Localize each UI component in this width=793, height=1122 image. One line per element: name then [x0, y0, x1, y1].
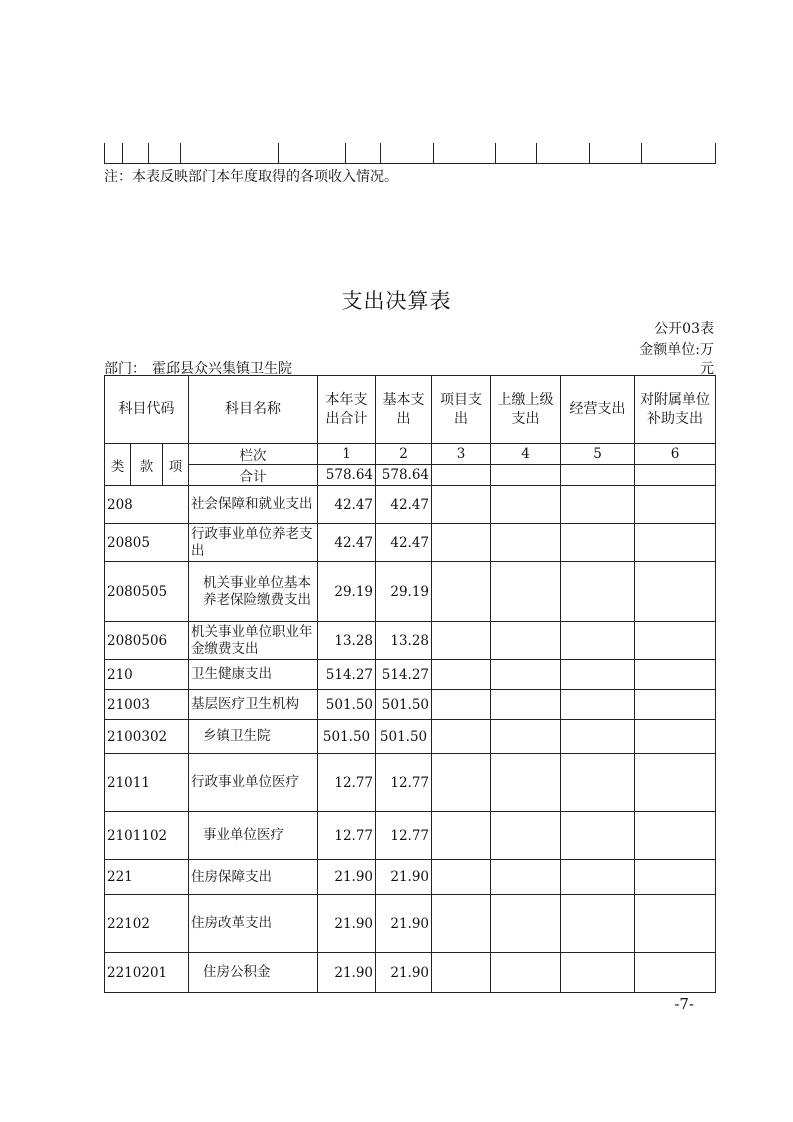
- header-xiang: 项: [163, 444, 189, 486]
- header-col3: 项目支出: [432, 376, 491, 444]
- table-row: [105, 895, 716, 953]
- header-col4: 上缴上级支出: [491, 376, 561, 444]
- row-total: 501.50: [318, 720, 376, 754]
- col-num-4: 4: [491, 444, 561, 465]
- row-basic: 21.90: [376, 895, 432, 953]
- table-row: [105, 524, 716, 562]
- row-code: 22102: [105, 895, 189, 953]
- row-code: 2080505: [105, 562, 189, 622]
- row-total: 12.77: [318, 754, 376, 812]
- total-label: 合计: [189, 465, 318, 486]
- row-code: 2100302: [105, 720, 189, 754]
- col-num-6: 6: [635, 444, 716, 465]
- department-label: 部门：: [104, 361, 146, 377]
- header-col6: 对附属单位补助支出: [635, 376, 716, 444]
- row-basic: 12.77: [376, 812, 432, 860]
- unit-label: 金额单位:万: [639, 342, 714, 358]
- table-row: [105, 860, 716, 895]
- header-subject-name: 科目名称: [189, 376, 318, 444]
- row-name: 乡镇卫生院: [189, 720, 318, 754]
- header-col5: 经营支出: [561, 376, 635, 444]
- row-basic: 514.27: [376, 660, 432, 690]
- unit-label-tail: 元: [700, 361, 714, 377]
- row-code: 208: [105, 486, 189, 524]
- row-total: 12.77: [318, 812, 376, 860]
- row-name: 社会保障和就业支出: [189, 486, 318, 524]
- row-basic: 29.19: [376, 562, 432, 622]
- row-total: 21.90: [318, 860, 376, 895]
- row-code: 21003: [105, 690, 189, 720]
- row-total: 42.47: [318, 486, 376, 524]
- row-total: 13.28: [318, 622, 376, 660]
- row-total: 514.27: [318, 660, 376, 690]
- row-total: 29.19: [318, 562, 376, 622]
- row-basic: 21.90: [376, 860, 432, 895]
- table-row: [105, 953, 716, 993]
- row-name: 机关事业单位基本养老保险缴费支出: [189, 562, 318, 622]
- table-row: [105, 690, 716, 720]
- previous-table-bottom: [104, 143, 716, 164]
- row-code: 21011: [105, 754, 189, 812]
- table-row: [105, 562, 716, 622]
- department-name: 霍邱县众兴集镇卫生院: [152, 361, 292, 377]
- column-number-row: [105, 444, 716, 465]
- table-row: [105, 812, 716, 860]
- table-row: [105, 486, 716, 524]
- row-basic: 501.50: [376, 690, 432, 720]
- header-row: [105, 376, 716, 444]
- header-kuan: 款: [131, 444, 163, 486]
- header-lanci: 栏次: [189, 444, 318, 465]
- row-name: 机关事业单位职业年金缴费支出: [189, 622, 318, 660]
- row-name: 卫生健康支出: [189, 660, 318, 690]
- form-code: 公开03表: [654, 321, 714, 337]
- row-basic: 12.77: [376, 754, 432, 812]
- row-name: 基层医疗卫生机构: [189, 690, 318, 720]
- table-row: [105, 754, 716, 812]
- previous-table-note: 注：本表反映部门本年度取得的各项收入情况。: [104, 169, 398, 185]
- row-total: 21.90: [318, 895, 376, 953]
- header-col1: 本年支出合计: [318, 376, 376, 444]
- row-name: 住房改革支出: [189, 895, 318, 953]
- row-name: 行政事业单位养老支出: [189, 524, 318, 562]
- table-row: [105, 622, 716, 660]
- page-title: 支出决算表: [341, 289, 452, 313]
- table-row: [105, 660, 716, 690]
- header-subject-code: 科目代码: [105, 376, 189, 444]
- row-name: 住房公积金: [189, 953, 318, 993]
- row-code: 2080506: [105, 622, 189, 660]
- col-num-1: 1: [318, 444, 376, 465]
- row-code: 2210201: [105, 953, 189, 993]
- row-name: 事业单位医疗: [189, 812, 318, 860]
- row-total: 42.47: [318, 524, 376, 562]
- row-code: 221: [105, 860, 189, 895]
- row-basic: 21.90: [376, 953, 432, 993]
- total-row: [105, 465, 716, 486]
- col-num-3: 3: [432, 444, 491, 465]
- total-amount: 578.64: [318, 465, 376, 486]
- row-total: 21.90: [318, 953, 376, 993]
- row-basic: 13.28: [376, 622, 432, 660]
- header-col2: 基本支出: [376, 376, 432, 444]
- col-num-2: 2: [376, 444, 432, 465]
- row-name: 住房保障支出: [189, 860, 318, 895]
- table-row: [105, 720, 716, 754]
- row-code: 20805: [105, 524, 189, 562]
- row-basic: 42.47: [376, 524, 432, 562]
- page-number: -7-: [674, 995, 694, 1013]
- row-basic: 42.47: [376, 486, 432, 524]
- header-lei: 类: [105, 444, 131, 486]
- row-code: 210: [105, 660, 189, 690]
- total-basic: 578.64: [376, 465, 432, 486]
- row-name: 行政事业单位医疗: [189, 754, 318, 812]
- row-total: 501.50: [318, 690, 376, 720]
- col-num-5: 5: [561, 444, 635, 465]
- row-basic: 501.50: [376, 720, 432, 754]
- expenditure-table: [104, 375, 716, 993]
- row-code: 2101102: [105, 812, 189, 860]
